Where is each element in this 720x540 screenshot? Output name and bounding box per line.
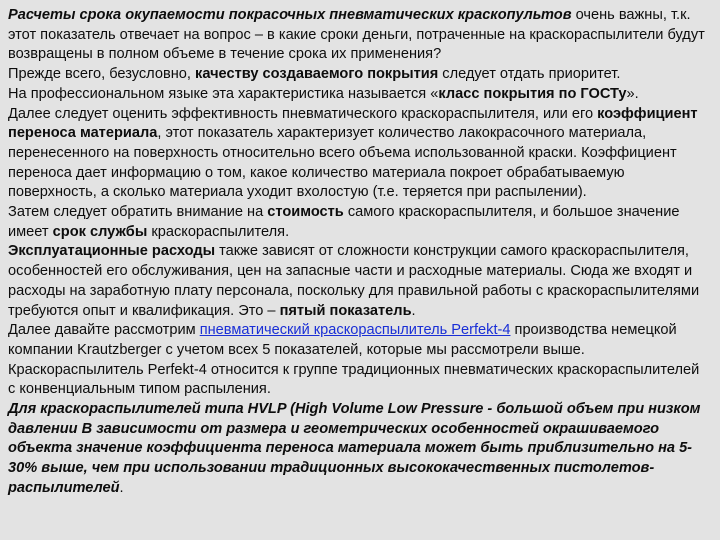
paragraph-gost-class xyxy=(8,85,710,105)
cost-term: стоимость xyxy=(267,204,344,221)
transfer-efficiency-prefix: Далее следует оценить эффективность пневматического краскораспылителя, или его xyxy=(8,105,598,122)
cost-middle: самого краскораспылителя, и большое значение имеет xyxy=(8,204,680,240)
payback-heading: Расчеты срока окупаемости покрасочных пневматических краскопультов xyxy=(8,7,572,23)
perfekt4-text: производства немецкой компании Krautzberger с учетом всех 5 показателей, которые мы рассмотрели выше. Краскораспылитель Perfekt-4 относится к группе традиционных пневматических краскораспылителей с конвенциальным типом распыления. xyxy=(8,322,700,398)
service-life-term: срок службы xyxy=(52,223,148,240)
paragraph-perfekt4 xyxy=(8,321,710,400)
coating-quality-term: качеству создаваемого покрытия xyxy=(195,66,439,83)
cost-prefix: Затем следует обратить внимание на xyxy=(8,204,268,221)
gost-class-suffix: ». xyxy=(626,85,639,102)
hvlp-suffix: . xyxy=(119,479,124,496)
gost-class-term: класс покрытия по ГОСТу xyxy=(438,85,627,102)
paragraph-hvlp xyxy=(8,400,710,499)
paragraph-operating-costs xyxy=(8,242,710,321)
coating-quality-prefix: Прежде всего, безусловно, xyxy=(8,66,196,83)
paragraph-transfer-efficiency xyxy=(8,105,710,204)
operating-costs-term: Эксплуатационные расходы xyxy=(8,243,216,260)
cost-suffix: краскораспылителя. xyxy=(147,223,290,240)
coating-quality-suffix: следует отдать приоритет. xyxy=(438,66,621,83)
operating-costs-text: также зависят от сложности конструкции самого краскораспылителя, особенностей его обслуживания, цен на запасные части и расходные материалы. Сюда же входят и расходы на заработную плату персонала, поскольку для правильной работы с краскораспылителями требуются опыт и квалификация. Это – xyxy=(8,243,700,319)
transfer-efficiency-term: коэффициент переноса материала xyxy=(8,105,698,142)
paragraph-cost-lifetime xyxy=(8,203,710,242)
perfekt4-prefix: Далее давайте рассмотрим xyxy=(8,322,200,339)
gost-class-prefix: На профессиональном языке эта характеристика называется « xyxy=(8,85,439,102)
payback-text: очень важны, т.к. этот показатель отвечает на вопрос – в какие сроки деньги, потраченные на краскораспылители будут возвращены в полном объеме в течение срока их применения? xyxy=(8,7,705,63)
transfer-efficiency-text: , этот показатель характеризует количество лакокрасочного материала, перенесенного на поверхность относительно всего объема использованной краски. Коэффициент переноса дает информацию о том, какое количество материала покроет обрабатываемую поверхность, а сколько материала уходит вхолостую (т.е. теряется при распылении). xyxy=(8,125,677,201)
paragraph-payback-intro xyxy=(8,6,710,65)
operating-costs-suffix: . xyxy=(411,302,416,319)
perfekt4-link[interactable]: пневматический краскораспылитель Perfekt-4 xyxy=(199,322,511,339)
paragraph-coating-quality xyxy=(8,65,710,85)
hvlp-text: Для краскораспылителей типа HVLP (High Volume Low Pressure - большой объем при низком давлении В зависимости от размера и геометрических особенностей окрашиваемого объекта значение коэффициента переноса материала может быть приблизительно на 5-30% выше, чем при использовании традиционных высококачественных пистолетов-распылителей xyxy=(8,401,701,496)
fifth-indicator-term: пятый показатель xyxy=(279,302,412,319)
